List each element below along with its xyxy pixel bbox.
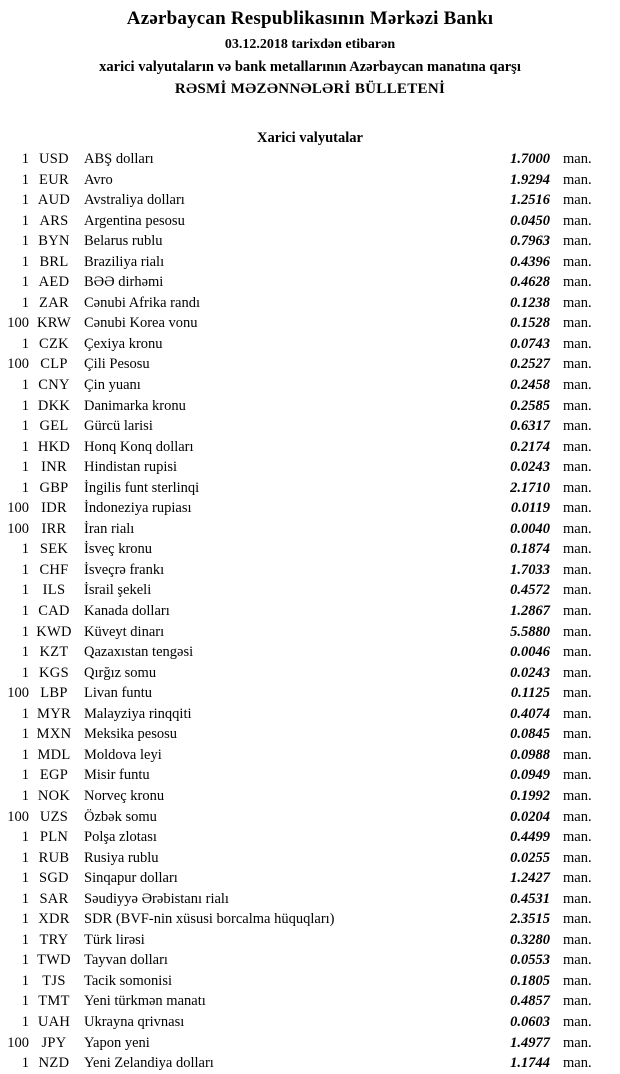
currency-name: Meksika pesosu (84, 726, 178, 743)
currency-name: İran rialı (84, 520, 135, 537)
table-row (0, 560, 620, 581)
table-row (0, 1053, 620, 1074)
rate-value: 0.0603 (510, 1013, 550, 1030)
rate-unit: man. (563, 335, 592, 352)
currency-name: Braziliya rialı (84, 253, 165, 270)
rate-value: 0.0040 (510, 520, 550, 537)
nominal-value: 1 (21, 541, 29, 558)
currency-name: Türk lirəsi (84, 931, 145, 948)
currency-name: BƏƏ dirhəmi (84, 274, 164, 291)
rate-unit: man. (563, 438, 592, 455)
rate-unit: man. (563, 685, 592, 702)
currency-name: İngilis funt sterlinqi (84, 479, 200, 496)
currency-code: ZAR (39, 294, 69, 311)
currency-code: NZD (38, 1055, 70, 1072)
nominal-value: 1 (21, 767, 29, 784)
currency-name: Qazaxıstan tengəsi (84, 644, 194, 661)
rate-value: 0.6317 (510, 418, 550, 435)
currency-name: Özbək somu (84, 808, 157, 825)
section-title-foreign-currencies: Xarici valyutalar (257, 130, 363, 146)
currency-code: IDR (41, 500, 67, 517)
rate-unit: man. (563, 623, 592, 640)
rate-value: 1.2867 (510, 603, 550, 620)
rate-value: 0.0204 (510, 808, 550, 825)
currency-code: KZT (39, 644, 69, 661)
table-row (0, 827, 620, 848)
nominal-value: 1 (21, 746, 29, 763)
nominal-value: 1 (21, 993, 29, 1010)
currency-name: Malayziya rinqqiti (84, 705, 192, 722)
table-row (0, 930, 620, 951)
currency-name: Belarus rublu (84, 233, 163, 250)
effective-date-line: 03.12.2018 tarixdən etibarən (224, 37, 396, 52)
currency-name: Livan funtu (84, 685, 153, 702)
currency-name: İndoneziya rupiası (84, 500, 192, 517)
rate-value: 0.3280 (510, 931, 550, 948)
table-row (0, 1012, 620, 1033)
table-row (0, 971, 620, 992)
table-row (0, 889, 620, 910)
currency-code: CLP (40, 356, 68, 373)
scope-description-line: xarici valyutaların və bank metallarının Azərbaycan manatına qarşı (99, 59, 521, 75)
currency-code: INR (41, 459, 67, 476)
currency-name: Çexiya kronu (84, 335, 163, 352)
rate-unit: man. (563, 726, 592, 743)
nominal-value: 100 (7, 315, 29, 332)
table-row (0, 642, 620, 663)
nominal-value: 1 (21, 787, 29, 804)
rate-unit: man. (563, 294, 592, 311)
nominal-value: 100 (7, 356, 29, 373)
table-row (0, 745, 620, 766)
rate-unit: man. (563, 212, 592, 229)
rate-value: 0.0243 (510, 459, 550, 476)
nominal-value: 1 (21, 151, 29, 167)
currency-code: CNY (38, 377, 70, 394)
currency-name: Ukrayna qrivnası (84, 1013, 185, 1030)
rate-unit: man. (563, 972, 592, 989)
currency-code: TRY (39, 931, 69, 948)
currency-name: Danimarka kronu (84, 397, 186, 414)
currency-name: Norveç kronu (84, 787, 165, 804)
nominal-value: 1 (21, 952, 29, 969)
rate-value: 5.5880 (510, 623, 550, 640)
rate-value: 0.2458 (510, 377, 550, 394)
table-row (0, 170, 620, 191)
rate-unit: man. (563, 561, 592, 578)
nominal-value: 1 (21, 972, 29, 989)
nominal-value: 1 (21, 479, 29, 496)
rate-unit: man. (563, 274, 592, 291)
table-row (0, 354, 620, 375)
table-row (0, 396, 620, 417)
nominal-value: 1 (21, 726, 29, 743)
rate-value: 1.1744 (510, 1055, 550, 1072)
table-row (0, 1033, 620, 1054)
currency-name: Polşa zlotası (84, 829, 157, 846)
rate-unit: man. (563, 870, 592, 887)
table-row (0, 334, 620, 355)
nominal-value: 1 (21, 911, 29, 928)
rate-value: 0.2174 (510, 438, 550, 455)
rate-unit: man. (563, 377, 592, 394)
currency-code: TMT (38, 993, 70, 1010)
currency-name: Tayvan dolları (84, 952, 168, 969)
nominal-value: 1 (21, 438, 29, 455)
rate-unit: man. (563, 397, 592, 414)
nominal-value: 1 (21, 561, 29, 578)
currency-code: USD (39, 151, 69, 167)
table-row (0, 231, 620, 252)
table-row (0, 786, 620, 807)
currency-code: CHF (39, 561, 69, 578)
rate-unit: man. (563, 233, 592, 250)
currency-code: AED (38, 274, 70, 291)
currency-name: İsveç kronu (84, 541, 153, 558)
rate-unit: man. (563, 1055, 592, 1072)
rate-unit: man. (563, 644, 592, 661)
rate-value: 1.7033 (510, 561, 550, 578)
rate-unit: man. (563, 664, 592, 681)
currency-name: Yeni türkmən manatı (84, 993, 206, 1010)
currency-name: Gürcü larisi (84, 418, 153, 435)
currency-code: LBP (40, 685, 68, 702)
currency-name: Argentina pesosu (84, 212, 185, 229)
table-row (0, 293, 620, 314)
nominal-value: 1 (21, 623, 29, 640)
rate-value: 1.4977 (510, 1034, 550, 1051)
currency-code: BRL (39, 253, 69, 270)
rate-value: 0.0845 (510, 726, 550, 743)
rate-value: 0.1238 (510, 294, 550, 311)
currency-code: DKK (37, 397, 71, 414)
nominal-value: 1 (21, 418, 29, 435)
bank-name-title: Azərbaycan Respublikasının Mərkəzi Bankı (126, 8, 494, 29)
nominal-value: 1 (21, 603, 29, 620)
currency-name: Avstraliya dolları (84, 192, 185, 209)
currency-name: Çin yuanı (84, 377, 141, 394)
rate-unit: man. (563, 829, 592, 846)
currency-code: KWD (36, 623, 72, 640)
rate-unit: man. (563, 520, 592, 537)
rate-value: 0.2585 (510, 397, 550, 414)
rate-value: 1.2427 (510, 870, 550, 887)
table-row (0, 539, 620, 560)
nominal-value: 1 (21, 377, 29, 394)
currency-code: HKD (37, 438, 71, 455)
rate-unit: man. (563, 603, 592, 620)
rate-value: 0.0450 (510, 212, 550, 229)
rate-value: 0.0553 (510, 952, 550, 969)
nominal-value: 1 (21, 705, 29, 722)
table-row (0, 478, 620, 499)
table-row (0, 375, 620, 396)
currency-code: TJS (42, 972, 66, 989)
currency-name: Misir funtu (84, 767, 150, 784)
table-row (0, 252, 620, 273)
currency-code: ILS (42, 582, 66, 599)
nominal-value: 100 (7, 685, 29, 702)
rate-unit: man. (563, 192, 592, 209)
currency-name: İsveçrə frankı (84, 561, 165, 578)
rate-unit: man. (563, 541, 592, 558)
rate-value: 0.0119 (510, 500, 550, 517)
table-row (0, 909, 620, 930)
currency-name: Səudiyyə Ərəbistanı rialı (84, 890, 229, 907)
currency-code: NOK (37, 787, 71, 804)
nominal-value: 1 (21, 212, 29, 229)
rate-unit: man. (563, 171, 592, 188)
rate-unit: man. (563, 1034, 592, 1051)
rate-value: 0.0255 (510, 849, 550, 866)
currency-code: CZK (39, 335, 69, 352)
nominal-value: 100 (7, 500, 29, 517)
rate-value: 0.0988 (510, 746, 550, 763)
table-row (0, 190, 620, 211)
currency-name: Cənubi Korea vonu (84, 315, 198, 332)
rate-value: 0.1528 (510, 315, 550, 332)
currency-code: AUD (37, 192, 71, 209)
currency-name: Hindistan rupisi (84, 459, 178, 476)
currency-code: XDR (38, 911, 70, 928)
currency-code: ARS (39, 212, 69, 229)
currency-name: Rusiya rublu (84, 849, 159, 866)
table-row (0, 416, 620, 437)
rate-value: 0.0743 (510, 335, 550, 352)
table-row (0, 704, 620, 725)
table-row (0, 991, 620, 1012)
currency-name: Çili Pesosu (84, 356, 150, 373)
nominal-value: 100 (7, 1034, 29, 1051)
rate-unit: man. (563, 500, 592, 517)
rate-unit: man. (563, 890, 592, 907)
currency-name: Küveyt dinarı (84, 623, 165, 640)
currency-code: MYR (37, 705, 71, 722)
table-row (0, 848, 620, 869)
rate-unit: man. (563, 356, 592, 373)
currency-code: SAR (39, 890, 69, 907)
table-row (0, 313, 620, 334)
currency-name: Tacik somonisi (84, 972, 172, 989)
table-row (0, 580, 620, 601)
nominal-value: 1 (21, 1013, 29, 1030)
currency-name: İsrail şekeli (84, 582, 152, 599)
currency-code: MXN (36, 726, 72, 743)
rate-unit: man. (563, 746, 592, 763)
nominal-value: 100 (7, 520, 29, 537)
rate-value: 0.0243 (510, 664, 550, 681)
currency-name: Qırğız somu (84, 664, 157, 681)
rate-unit: man. (563, 418, 592, 435)
rate-unit: man. (563, 479, 592, 496)
nominal-value: 1 (21, 931, 29, 948)
rate-unit: man. (563, 993, 592, 1010)
nominal-value: 100 (7, 808, 29, 825)
rate-value: 1.2516 (510, 192, 550, 209)
table-row (0, 868, 620, 889)
currency-code: EGP (39, 767, 69, 784)
currency-code: KRW (37, 315, 71, 332)
nominal-value: 1 (21, 192, 29, 209)
nominal-value: 1 (21, 664, 29, 681)
table-row (0, 663, 620, 684)
currency-code: CAD (38, 603, 70, 620)
rate-unit: man. (563, 767, 592, 784)
currency-name: Avro (84, 171, 113, 188)
rate-unit: man. (563, 253, 592, 270)
currency-code: RUB (38, 849, 70, 866)
rate-value: 2.3515 (510, 911, 550, 928)
rate-unit: man. (563, 911, 592, 928)
currency-code: SEK (39, 541, 69, 558)
nominal-value: 1 (21, 890, 29, 907)
rate-unit: man. (563, 849, 592, 866)
currency-code: SGD (39, 870, 69, 887)
nominal-value: 1 (21, 171, 29, 188)
rate-unit: man. (563, 1013, 592, 1030)
rate-unit: man. (563, 459, 592, 476)
rate-value: 0.1805 (510, 972, 550, 989)
currency-name: SDR (BVF-nin xüsusi borcalma hüquqları) (84, 911, 335, 928)
table-row (0, 601, 620, 622)
currency-code: KGS (39, 664, 69, 681)
rate-value: 0.1874 (510, 541, 550, 558)
currency-name: Moldova leyi (84, 746, 162, 763)
rate-unit: man. (563, 931, 592, 948)
table-row (0, 683, 620, 704)
rates-table (0, 149, 620, 1074)
nominal-value: 1 (21, 294, 29, 311)
currency-code: UZS (39, 808, 69, 825)
currency-name: Honq Konq dolları (84, 438, 194, 455)
table-row (0, 950, 620, 971)
currency-name: Yapon yeni (84, 1034, 150, 1051)
rate-unit: man. (563, 952, 592, 969)
table-row (0, 437, 620, 458)
table-row (0, 498, 620, 519)
rate-value: 0.1125 (510, 685, 550, 702)
currency-name: Kanada dolları (84, 603, 170, 620)
rate-value: 0.4572 (510, 582, 550, 599)
currency-code: GEL (39, 418, 69, 435)
rate-unit: man. (563, 705, 592, 722)
table-row (0, 457, 620, 478)
nominal-value: 1 (21, 274, 29, 291)
nominal-value: 1 (21, 233, 29, 250)
currency-name: Cənubi Afrika randı (84, 294, 200, 311)
currency-code: BYN (38, 233, 70, 250)
rate-unit: man. (563, 582, 592, 599)
table-row (0, 519, 620, 540)
rate-unit: man. (563, 808, 592, 825)
rate-value: 1.7000 (510, 151, 550, 167)
nominal-value: 1 (21, 335, 29, 352)
rate-value: 0.4074 (510, 705, 550, 722)
nominal-value: 1 (21, 459, 29, 476)
currency-code: MDL (37, 746, 71, 763)
table-row (0, 807, 620, 828)
rate-value: 0.4396 (510, 253, 550, 270)
nominal-value: 1 (21, 582, 29, 599)
rate-value: 2.1710 (510, 479, 550, 496)
table-row (0, 622, 620, 643)
document-header (0, 0, 620, 98)
rate-value: 0.2527 (510, 356, 550, 373)
rate-unit: man. (563, 315, 592, 332)
rate-value: 0.4531 (510, 890, 550, 907)
rate-value: 0.4857 (510, 993, 550, 1010)
nominal-value: 1 (21, 253, 29, 270)
currency-name: Yeni Zelandiya dolları (84, 1055, 214, 1072)
table-row (0, 724, 620, 745)
nominal-value: 1 (21, 829, 29, 846)
rate-unit: man. (563, 151, 592, 167)
table-row (0, 765, 620, 786)
table-row (0, 211, 620, 232)
rate-value: 0.4499 (510, 829, 550, 846)
table-row (0, 149, 620, 170)
currency-code: IRR (41, 520, 67, 537)
nominal-value: 1 (21, 397, 29, 414)
table-row (0, 272, 620, 293)
currency-code: PLN (39, 829, 69, 846)
nominal-value: 1 (21, 849, 29, 866)
nominal-value: 1 (21, 644, 29, 661)
currency-name: ABŞ dolları (84, 151, 154, 167)
currency-code: JPY (41, 1034, 67, 1051)
rate-unit: man. (563, 787, 592, 804)
rate-value: 1.9294 (510, 171, 550, 188)
currency-code: UAH (37, 1013, 71, 1030)
currency-code: EUR (39, 171, 69, 188)
currency-code: TWD (37, 952, 71, 969)
currency-name: Sinqapur dolları (84, 870, 178, 887)
bulletin-title: RƏSMİ MƏZƏNNƏLƏRİ BÜLLETENİ (174, 81, 446, 97)
rate-value: 0.7963 (510, 233, 550, 250)
rate-value: 0.1992 (510, 787, 550, 804)
nominal-value: 1 (21, 1055, 29, 1072)
rate-value: 0.0046 (510, 644, 550, 661)
currency-code: GBP (39, 479, 69, 496)
nominal-value: 1 (21, 870, 29, 887)
rate-value: 0.0949 (510, 767, 550, 784)
rate-value: 0.4628 (510, 274, 550, 291)
